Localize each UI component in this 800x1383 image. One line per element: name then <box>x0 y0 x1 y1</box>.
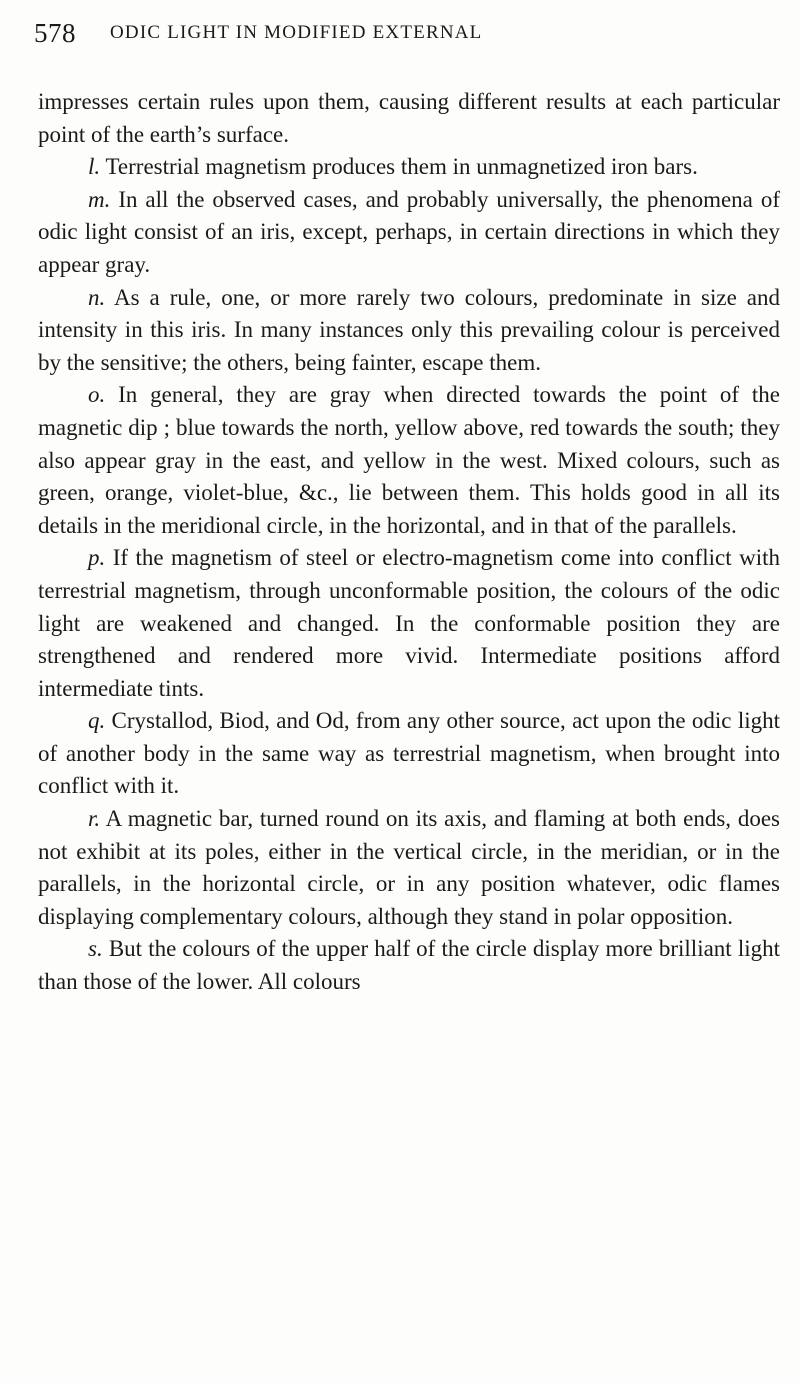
paragraph-label: m. <box>88 186 111 212</box>
paragraph-text: Crystallod, Biod, and Od, from any other source, act upon the odic light of another body in the same way as terrestrial magnetism, when brought into conflict with it. <box>38 708 780 799</box>
paragraph-label: l. <box>88 154 101 180</box>
body-text <box>38 86 780 999</box>
paragraph-m <box>38 184 780 282</box>
paragraph-text: Terrestrial magnetism produces them in unmagnetized iron bars. <box>100 154 698 180</box>
paragraph-label: p. <box>88 545 106 571</box>
paragraph-text: impresses certain rules upon them, causing different results at each particular point of the earth’s surface. <box>38 89 780 147</box>
paragraph-text: In all the observed cases, and probably universally, the phenomena of odic light consist of an iris, except, perhaps, in certain directions in which they appear gray. <box>38 186 780 277</box>
page-number: 578 <box>34 17 76 48</box>
paragraph-text: In general, they are gray when directed towards the point of the magnetic dip ; blue towards the north, yellow above, red towards the south; they also appear gray in the east, and yellow in the west. Mixed colours, such as green, orange, violet-blue, &c., lie between them. This holds good in all its details in the meridional circle, in the horizontal, and in that of the parallels. <box>38 382 780 538</box>
paragraph-label: q. <box>88 708 106 734</box>
paragraph-r <box>38 803 780 933</box>
paragraph-s <box>38 933 780 998</box>
running-head: ODIC LIGHT IN MODIFIED EXTERNAL <box>110 22 483 43</box>
page-header <box>24 8 776 58</box>
paragraph-l <box>38 151 780 184</box>
paragraph-p <box>38 542 780 705</box>
paragraph-label: s. <box>88 936 103 962</box>
paragraph-q <box>38 705 780 803</box>
paragraph-label: n. <box>88 284 106 310</box>
paragraph-continuation <box>38 86 780 151</box>
paragraph-label: r. <box>88 806 101 832</box>
paragraph-text: But the colours of the upper half of the circle display more brilliant light than those of the lower. All colours <box>38 936 780 995</box>
paragraph-text: A magnetic bar, turned round on its axis, and flaming at both ends, does not exhibit at its poles, either in the vertical circle, in the meridian, or in the parallels, in the horizontal circle, or in any position whatever, odic flames displaying complementary colours, although they stand in polar opposition. <box>38 806 780 929</box>
paragraph-n <box>38 282 780 380</box>
paragraph-text: If the magnetism of steel or electro-magnetism come into conflict with terrestrial magnetism, through unconformable position, the colours of the odic light are weakened and changed. In the conformable position they are strengthened and rendered more vivid. Intermediate positions afford intermediate tints. <box>38 545 780 701</box>
paragraph-text: As a rule, one, or more rarely two colours, predominate in size and intensity in this iris. In many instances only this prevailing colour is perceived by the sensitive; the others, being fainter, escape them. <box>38 284 780 375</box>
paragraph-o <box>38 379 780 542</box>
paragraph-label: o. <box>88 382 106 408</box>
